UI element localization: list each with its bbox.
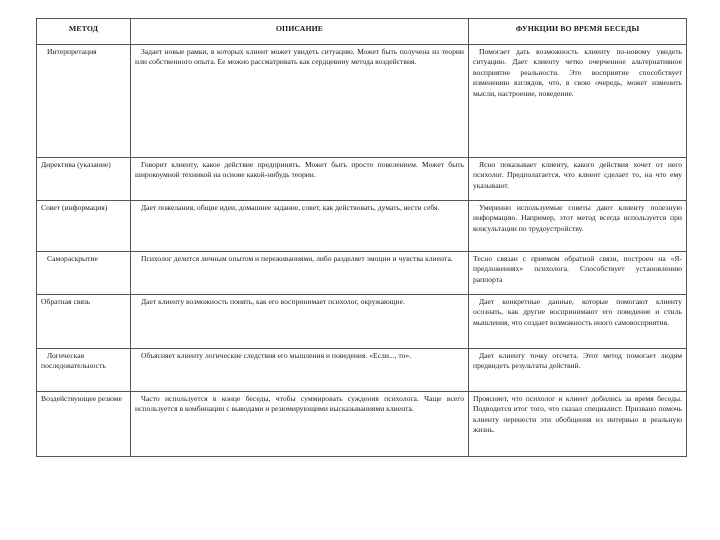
- method-cell: [37, 157, 131, 200]
- table-header-row: [37, 19, 687, 45]
- method-name: Логическая последовательность: [41, 350, 106, 371]
- description-cell: [131, 157, 469, 200]
- table-row: [37, 44, 687, 157]
- description-text: Объясняет клиенту логические следствия его мышления и поведения. «Если..., то».: [141, 350, 412, 360]
- functions-cell: [469, 348, 687, 391]
- description-text: Психолог делится личным опытом и переживаниями, либо разделяет эмоции и чувства клиента.: [141, 253, 453, 263]
- method-name: Самораскрытие: [47, 253, 98, 263]
- functions-text: Тесно связан с приемом обратной связи, построен на «Я-предложениях» психолога. Способствует установлению раппорта: [473, 253, 682, 284]
- methods-table: [36, 18, 687, 457]
- description-cell: [131, 251, 469, 294]
- table-row: [37, 391, 687, 456]
- description-text: Говорит клиенту, какое действие предпринять. Может быть просто повелением. Может быть широкоумной техникой на основе какой-нибудь теории.: [135, 159, 464, 180]
- table-row: [37, 157, 687, 200]
- description-text: Задает новые рамки, в которых клиент может увидеть ситуацию. Может быть получена из теории или собственного опыта. Ее можно рассматривать как сердцевину метода воздействия.: [135, 46, 464, 67]
- method-cell: [37, 44, 131, 157]
- description-text: Часто используется в конце беседы, чтобы суммировать суждения психолога. Чаще всего используется в комбинации с выводами и резюмирующими высказываниями клиента.: [135, 393, 464, 414]
- method-cell: [37, 391, 131, 456]
- method-name: Воздействующее резюме: [41, 393, 123, 403]
- description-cell: [131, 294, 469, 348]
- description-text: Дает пожелания, общие идеи, домашнее задание, совет, как действовать, думать, вести себя.: [141, 202, 440, 212]
- method-name: Совет (информация): [41, 202, 108, 212]
- table-row: [37, 200, 687, 251]
- header-description: ОПИСАНИЕ: [131, 19, 469, 45]
- description-cell: [131, 44, 469, 157]
- method-cell: [37, 200, 131, 251]
- method-name: Обратная связь: [41, 296, 91, 306]
- functions-cell: [469, 391, 687, 456]
- functions-cell: [469, 200, 687, 251]
- method-name: Директива (указание): [41, 159, 111, 169]
- functions-cell: [469, 157, 687, 200]
- functions-text: Умеренно используемые советы дают клиенту полезную информацию. Например, этот метод всегда используется при консультации по трудоустройству.: [473, 202, 682, 233]
- header-method: МЕТОД: [37, 19, 131, 45]
- functions-text: Ясно показывает клиенту, какого действия хочет от него психолог. Предполагается, что клиент сделает то, на что ему указывают.: [473, 159, 682, 190]
- functions-text: Проясняет, что психолог и клиент добились за время беседы. Подводится итог того, что сказал специалист. Призвано помочь клиенту перенести эти обобщения из интервью в реальную жизнь.: [473, 393, 682, 435]
- description-cell: [131, 348, 469, 391]
- functions-text: Дает конкретные данные, которые помогают клиенту осознать, как другие воспринимают его поведение и стиль мышления, что создает возможность иного самовосприятия.: [473, 296, 682, 327]
- table-row: [37, 294, 687, 348]
- functions-text: Дает клиенту точку отсчета. Этот метод помогает людям предвидеть результаты действий.: [473, 350, 682, 371]
- description-cell: [131, 200, 469, 251]
- document-page: [36, 18, 686, 457]
- method-cell: [37, 348, 131, 391]
- method-cell: [37, 294, 131, 348]
- functions-text: Помогает дать возможность клиенту по-новому увидеть ситуацию. Дает клиенту четко очерченное альтернативное восприятие реальности. Это восприятие способствует изменению взглядов, что, в свою очередь, может изменить мысли, настроение, поведение.: [473, 46, 682, 98]
- table-row: [37, 251, 687, 294]
- table-row: [37, 348, 687, 391]
- method-cell: [37, 251, 131, 294]
- header-functions: ФУНКЦИИ ВО ВРЕМЯ БЕСЕДЫ: [469, 19, 687, 45]
- functions-cell: [469, 44, 687, 157]
- method-name: Интерпретация: [47, 46, 97, 56]
- description-text: Дает клиенту возможность понять, как его воспринимает психолог, окружающие.: [141, 296, 405, 306]
- functions-cell: [469, 251, 687, 294]
- functions-cell: [469, 294, 687, 348]
- description-cell: [131, 391, 469, 456]
